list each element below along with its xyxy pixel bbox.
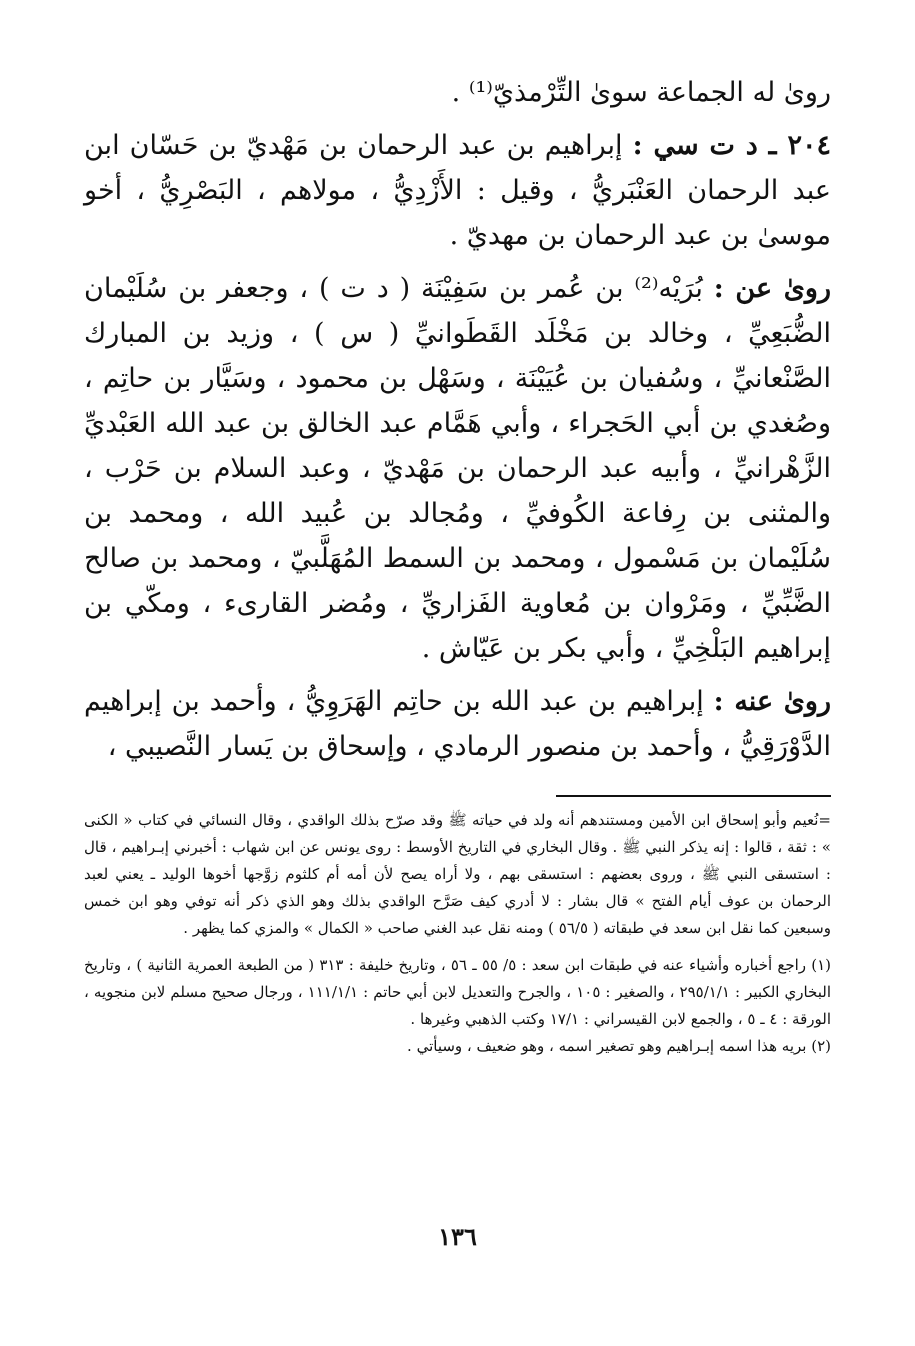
closing-line-text: روىٰ له الجماعة سوىٰ التِّرْمذيّ⁽¹⁾ .: [451, 77, 831, 108]
footnotes: [84, 807, 831, 1060]
page-number: ١٣٦: [438, 1222, 477, 1251]
narrated-by-paragraph: [84, 679, 831, 769]
entry-name-text: إبراهيم بن عبد الرحمان بن مَهْديّ بن حَسّان ابن عبد الرحمان العَنْبَريُّ ، وقيل : الأَزْدِيُّ ، مولاهم ، البَصْرِيُّ ، أخو موسىٰ بن عبد الرحمان بن مهديّ .: [84, 130, 831, 251]
narrated-by-text: إبراهيم بن عبد الله بن حاتِم الهَرَوِيُّ ، وأحمد بن إبراهيم الدَّوْرَقِيُّ ، وأحمد بن منصور الرمادي ، وإسحاق بن يَسار النَّصيبي ،: [84, 686, 831, 762]
footnote-continuation: =نُعيم وأبو إسحاق ابن الأمين ومستندهم أنه ولد في حياته ﷺ وقد صرّح بذلك الواقدي ، وقال النسائي في كتاب « الكنى » : ثقة ، قالوا : إنه يذكر النبي ﷺ . وقال البخاري في التاريخ الأوسط : روى يونس عن ابن شهاب : أخبرني إبـراهيم ، قال : استسقى النبي ﷺ ، وروى بعضهم : استسقى بهم ، ولا أراه يصح لأن أمه أم كلثوم زوَّجها أخوها الوليد ـ يعني لعبد الرحمان بن عوف أيام الفتح » قال بشار : لا أدري كيف صَرَّح الواقدي بذلك وهو الذي ذكر أنه توفي وهو ابن خمس وسبعين كما نقل ابن سعد في طبقاته ( ٥٦/٥ ) ومنه نقل عبد الغني صاحب « الكمال » والمزي كما يظهر .: [84, 811, 831, 937]
narrated-from-label: روىٰ عن :: [713, 273, 832, 304]
footnote-2: (٢) بريه هذا اسمه إبـراهيم وهو تصغير اسمه ، وهو ضعيف ، وسيأتي .: [407, 1037, 831, 1055]
main-text: [84, 70, 831, 769]
narrated-from-paragraph: [84, 266, 831, 671]
entry-heading-paragraph: [84, 123, 831, 258]
narrated-from-text: بُرَيْه⁽²⁾ بن عُمر بن سَفِيْنَة ( د ت ) ، وجعفر بن سُلَيْمان الضُّبَعِيِّ ، وخالد بن مَخْلَد القَطَوانيِّ ( س ) ، وزيد بن المبارك الصَّنْعانيِّ ، وسُفيان بن عُيَيْنَة ، وسَهْل بن محمود ، وسَيَّار بن حاتِم ، وصُغدي بن أبي الحَجراء ، وأبي هَمَّام عبد الخالق بن عبد الله العَبْديِّ الزَّهْرانيِّ ، وأبيه عبد الرحمان بن مَهْديّ ، وعبد السلام بن حَرْب ، والمثنى بن رِفاعة الكُوفيِّ ، ومُجالد بن عُبيد الله ، ومحمد بن سُلَيْمان بن مَسْمول ، ومحمد بن السمط المُهَلَّبيّ ، ومحمد بن صالح الضَّبِّيِّ ، ومَرْوان بن مُعاوية الفَزاريِّ ، ومُضر القارىء ، ومكّي بن إبراهيم البَلْخِيِّ ، وأبي بكر بن عَيّاش .: [84, 273, 831, 664]
footnote-1: (١) راجع أخباره وأشياء عنه في طبقات ابن سعد : ٥/ ٥٥ ـ ٥٦ ، وتاريخ خليفة : ٣١٣ ( من الطبعة العمرية الثانية ) ، وتاريخ البخاري الكبير : ٢٩٥/١/١ ، والصغير : ١٠٥ ، والجرح والتعديل لابن أبي حاتم : ١١١/١/١ ، ورجال صحيح مسلم لابن منجويه ، الورقة : ٤ ـ ٥ ، والجمع لابن القيسراني : ١٧/١ وكتب الذهبي وغيرها .: [84, 956, 832, 1028]
footnote-divider: [556, 795, 831, 797]
narrated-by-label: روىٰ عنه :: [713, 686, 831, 717]
entry-number: ٢٠٤ ـ د ت سي :: [632, 130, 831, 161]
paragraph-closing-line: [84, 70, 831, 115]
